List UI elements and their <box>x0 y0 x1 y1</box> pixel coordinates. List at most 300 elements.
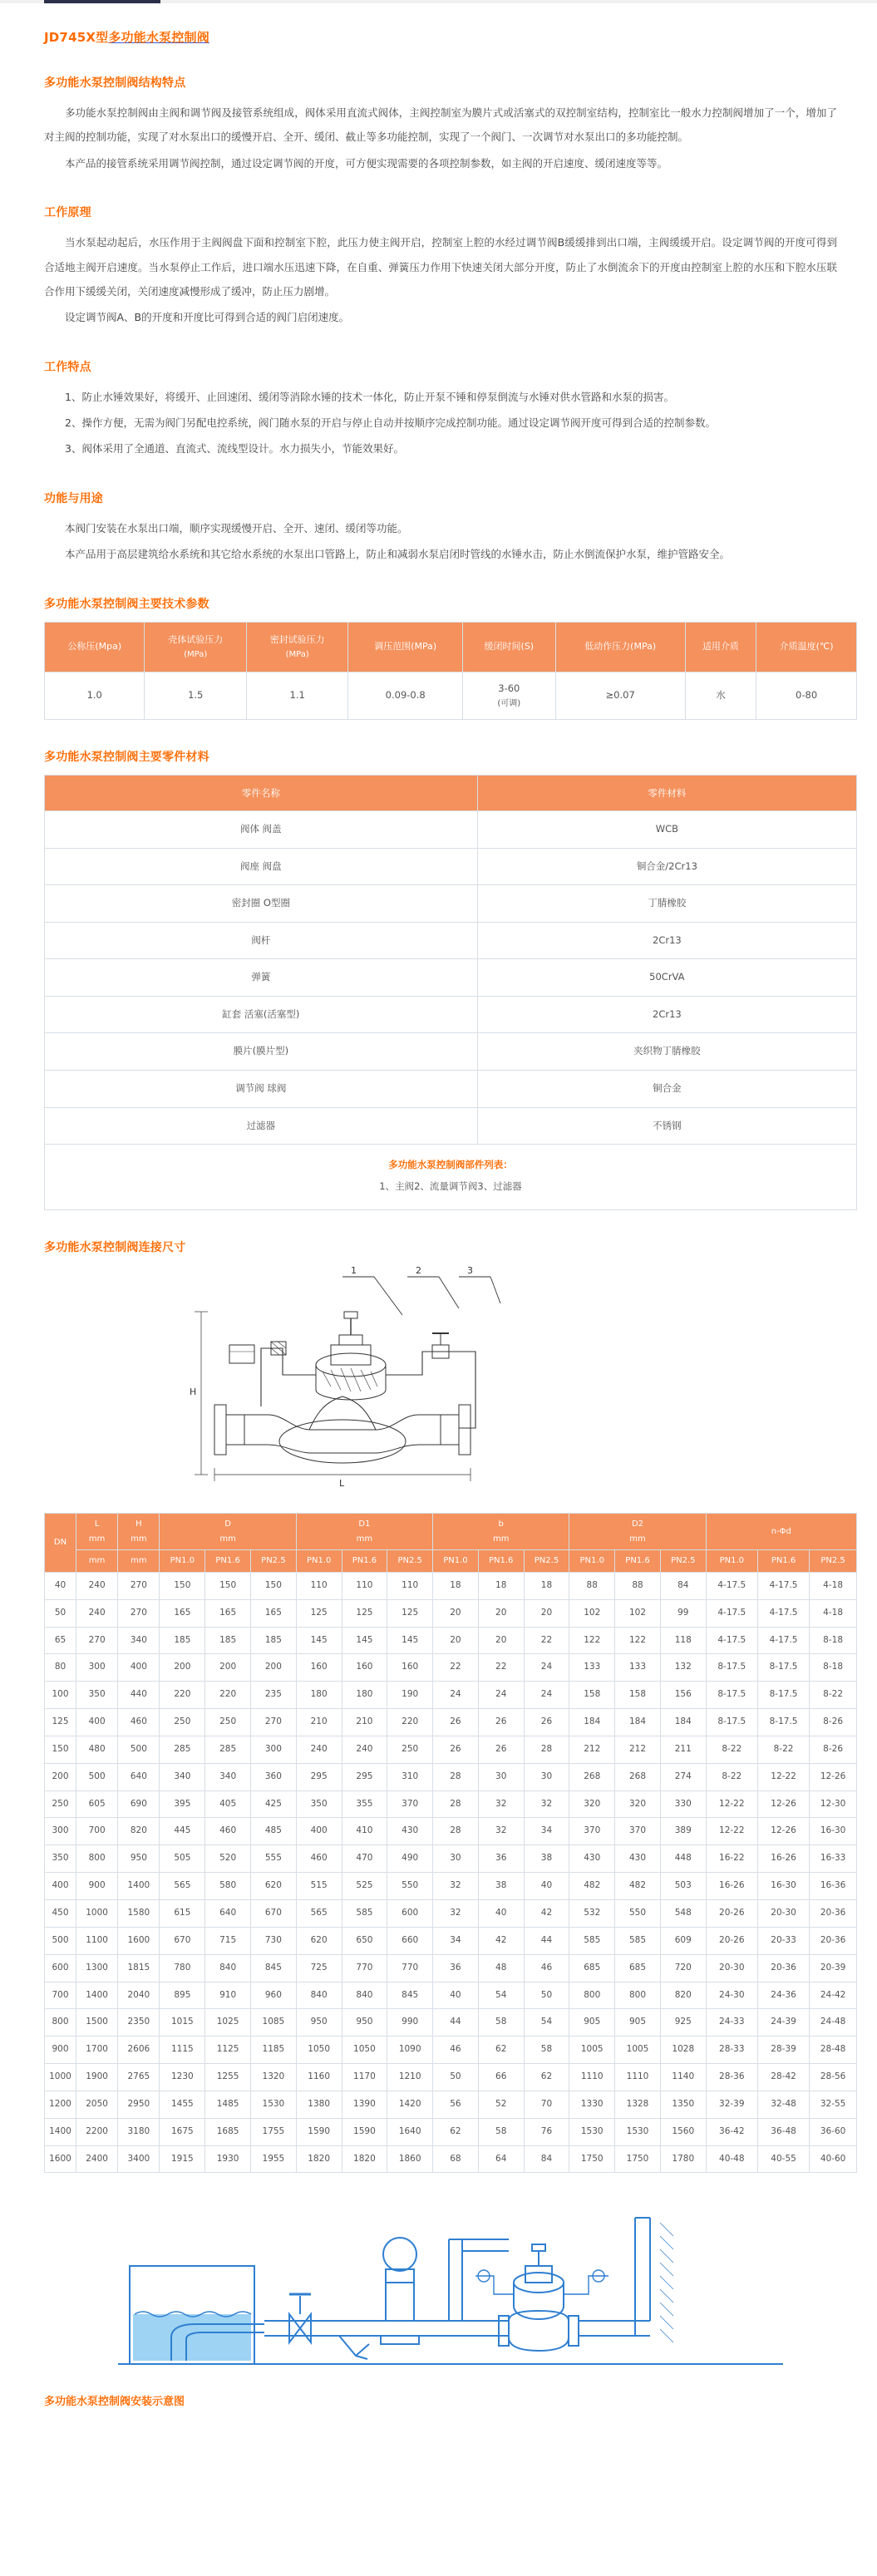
connection-dimensions-table <box>44 1513 857 2173</box>
table-row <box>45 1572 857 1599</box>
dim-cell: 20-30 <box>757 1900 809 1928</box>
dim-sub-header-10: PN2.5 <box>524 1550 569 1573</box>
dim-cell: 1210 <box>387 2064 433 2091</box>
table-row <box>45 2091 857 2118</box>
dim-cell: 28 <box>433 1790 479 1818</box>
params-col-header-3: 调压范围(MPa) <box>348 622 463 672</box>
dim-dn-cell: 900 <box>45 2037 76 2064</box>
table-row <box>45 922 857 959</box>
dim-cell: 4-17.5 <box>757 1627 809 1654</box>
dim-cell: 99 <box>660 1599 706 1627</box>
left-flange <box>214 1405 226 1455</box>
dim-cell: 240 <box>342 1736 387 1763</box>
part-material-cell: 夹织物丁腈橡胶 <box>477 1033 856 1071</box>
part-material-cell: 不锈钢 <box>477 1107 856 1145</box>
dim-cell: 620 <box>251 1873 297 1900</box>
heading-structure: 多功能水泵控制阀结构特点 <box>44 76 186 90</box>
heading-features: 工作特点 <box>44 360 91 374</box>
dim-dn-cell: 125 <box>45 1709 76 1736</box>
dim-cell: 20 <box>478 1627 524 1654</box>
dim-cell: 268 <box>615 1763 661 1790</box>
part-name-cell: 调节阀 球阀 <box>45 1071 478 1108</box>
dim-cell: 40-55 <box>757 2145 809 2173</box>
dim-cell: 150 <box>205 1572 251 1599</box>
dim-cell: 1100 <box>76 1927 118 1954</box>
heading-function: 功能与用途 <box>44 491 103 505</box>
dim-cell: 24-48 <box>810 2009 857 2037</box>
dim-cell: 42 <box>524 1900 569 1928</box>
dim-cell: 185 <box>251 1627 297 1654</box>
top-tab-bar <box>0 0 877 3</box>
dim-cell: 1590 <box>342 2118 387 2145</box>
dim-cell: 4-17.5 <box>706 1599 757 1627</box>
dim-cell: 50 <box>524 1982 569 2009</box>
dim-cell: 690 <box>118 1790 160 1818</box>
dim-dn-cell: 250 <box>45 1790 76 1818</box>
dim-cell: 355 <box>342 1790 387 1818</box>
table-header-row-groups <box>45 1514 857 1550</box>
page-title-link[interactable]: 多功能水泵控制阀 <box>108 30 209 45</box>
dim-cell: 200 <box>160 1654 205 1682</box>
dim-cell: 76 <box>524 2118 569 2145</box>
dim-cell: 1000 <box>76 1900 118 1928</box>
dim-cell: 240 <box>76 1572 118 1599</box>
table-row <box>45 1682 857 1709</box>
table-row <box>45 1709 857 1736</box>
table-header-row-subs <box>45 1550 857 1573</box>
dim-cell: 1330 <box>569 2091 615 2118</box>
dim-dn-cell: 1600 <box>45 2145 76 2173</box>
dim-cell: 4-17.5 <box>757 1599 809 1627</box>
dim-cell: 20-26 <box>706 1900 757 1928</box>
dim-cell: 4-17.5 <box>706 1627 757 1654</box>
dim-cell: 20 <box>433 1627 479 1654</box>
dim-dn-cell: 40 <box>45 1572 76 1599</box>
part-name-cell: 膜片(膜片型) <box>45 1033 478 1071</box>
dim-cell: 212 <box>569 1736 615 1763</box>
dim-cell: 482 <box>569 1873 615 1900</box>
heading-params: 多功能水泵控制阀主要技术参数 <box>44 597 209 611</box>
dim-cell: 12-26 <box>757 1790 809 1818</box>
dim-cell: 295 <box>296 1763 342 1790</box>
dim-cell: 40 <box>433 1982 479 2009</box>
dim-cell: 200 <box>251 1654 297 1682</box>
dim-cell: 350 <box>296 1790 342 1818</box>
dim-cell: 26 <box>478 1709 524 1736</box>
dim-cell: 268 <box>569 1763 615 1790</box>
dim-dn-cell: 150 <box>45 1736 76 1763</box>
table-row <box>45 1845 857 1873</box>
dim-cell: 1115 <box>160 2037 205 2064</box>
dim-cell: 1930 <box>205 2145 251 2173</box>
table-header-row <box>45 776 857 811</box>
water-tank <box>130 2266 254 2364</box>
dim-sub-header-7: PN2.5 <box>387 1550 433 1573</box>
dim-cell: 184 <box>660 1709 706 1736</box>
params-col-header-4: 缓闭时间(S) <box>462 622 555 672</box>
dim-cell: 370 <box>569 1818 615 1845</box>
dim-cell: 520 <box>205 1845 251 1873</box>
dim-cell: 210 <box>296 1709 342 1736</box>
dim-cell: 1185 <box>251 2037 297 2064</box>
params-col-header-2: 密封试验压力 (MPa) <box>246 622 347 672</box>
dim-cell: 38 <box>478 1873 524 1900</box>
table-row <box>45 1900 857 1928</box>
callout-label-1: 1 <box>351 1265 357 1277</box>
dim-cell: 565 <box>160 1873 205 1900</box>
dim-cell: 503 <box>660 1873 706 1900</box>
dim-group-header-DN: DN <box>45 1514 76 1573</box>
dim-cell: 184 <box>569 1709 615 1736</box>
technical-parameters-table <box>44 622 857 721</box>
valve-throat <box>309 1396 376 1430</box>
dim-cell: 565 <box>296 1900 342 1928</box>
params-cell-5: ≥0.07 <box>555 672 685 720</box>
dim-cell: 1955 <box>251 2145 297 2173</box>
params-cell-3: 0.09-0.8 <box>348 672 463 720</box>
table-row <box>45 1873 857 1900</box>
dim-cell: 845 <box>251 1954 297 1982</box>
dim-dn-cell: 200 <box>45 1763 76 1790</box>
dim-cell: 4-17.5 <box>706 1572 757 1599</box>
dim-cell: 184 <box>615 1709 661 1736</box>
dim-cell: 1530 <box>251 2091 297 2118</box>
dim-cell: 145 <box>387 1627 433 1654</box>
dim-cell: 730 <box>251 1927 297 1954</box>
left-neck <box>226 1415 244 1445</box>
principle-paragraph-2: 设定调节阀A、B的开度和开度比可得到合适的阀门启闭速度。 <box>65 311 350 324</box>
dim-cell: 770 <box>387 1954 433 1982</box>
dim-cell: 905 <box>615 2009 661 2037</box>
dim-cell: 28-56 <box>810 2064 857 2091</box>
table-row <box>45 1033 857 1071</box>
dim-cell: 165 <box>205 1599 251 1627</box>
heading-dimensions: 多功能水泵控制阀连接尺寸 <box>44 1241 186 1255</box>
dim-cell: 8-22 <box>706 1736 757 1763</box>
dim-cell: 160 <box>387 1654 433 1682</box>
dim-cell: 585 <box>615 1927 661 1954</box>
dim-cell: 585 <box>342 1900 387 1928</box>
dim-cell: 1820 <box>296 2145 342 2173</box>
dim-cell: 185 <box>160 1627 205 1654</box>
dim-cell: 1050 <box>342 2037 387 2064</box>
dim-cell: 1915 <box>160 2145 205 2173</box>
installation-schematic <box>44 2189 857 2381</box>
outlet-pipe <box>579 2218 650 2336</box>
parts-list-cell <box>45 1145 857 1210</box>
dim-cell: 46 <box>524 1954 569 1982</box>
dim-cell: 609 <box>660 1927 706 1954</box>
dim-cell: 400 <box>76 1709 118 1736</box>
dim-sub-header-6: PN1.6 <box>342 1550 387 1573</box>
dim-cell: 8-17.5 <box>757 1682 809 1709</box>
dim-cell: 54 <box>524 2009 569 2037</box>
dim-cell: 490 <box>387 1845 433 1873</box>
dim-sub-header-8: PN1.0 <box>433 1550 479 1573</box>
dim-cell: 28-36 <box>706 2064 757 2091</box>
dim-cell: 960 <box>251 1982 297 2009</box>
riser-pipe <box>449 2239 509 2321</box>
dim-cell: 52 <box>478 2091 524 2118</box>
dim-cell: 370 <box>615 1818 661 1845</box>
dim-dn-cell: 300 <box>45 1818 76 1845</box>
dim-cell: 8-26 <box>810 1709 857 1736</box>
dim-cell: 46 <box>433 2037 479 2064</box>
dim-cell: 440 <box>118 1682 160 1709</box>
dim-dn-cell: 100 <box>45 1682 76 1709</box>
dim-cell: 88 <box>615 1572 661 1599</box>
table-row <box>45 2064 857 2091</box>
dim-cell: 24 <box>524 1654 569 1682</box>
dim-cell: 110 <box>387 1572 433 1599</box>
dim-cell: 18 <box>433 1572 479 1599</box>
dimension-label-L: L <box>339 1478 345 1490</box>
dim-sub-header-12: PN1.6 <box>615 1550 661 1573</box>
dim-group-header-D1: D1 mm <box>296 1514 432 1550</box>
dim-cell: 32-48 <box>757 2091 809 2118</box>
dim-sub-header-11: PN1.0 <box>569 1550 615 1573</box>
dim-cell: 1005 <box>615 2037 661 2064</box>
dim-cell: 410 <box>342 1818 387 1845</box>
dim-cell: 210 <box>342 1709 387 1736</box>
part-name-cell: 弹簧 <box>45 959 478 997</box>
function-paragraph-1: 本阀门安装在水泵出口端，顺序实现缓慢开启、全开、速闭、缓闭等功能。 <box>65 521 408 534</box>
dim-cell: 26 <box>433 1736 479 1763</box>
dim-cell: 300 <box>251 1736 297 1763</box>
dim-cell: 1350 <box>660 2091 706 2118</box>
dim-group-header-nd: n-Φd <box>706 1514 856 1550</box>
dim-cell: 190 <box>387 1682 433 1709</box>
dim-cell: 1750 <box>615 2145 661 2173</box>
pilot-tube-upper <box>386 1352 452 1375</box>
dim-cell: 800 <box>76 1845 118 1873</box>
dim-dn-cell: 1200 <box>45 2091 76 2118</box>
dim-sub-header-5: PN1.0 <box>296 1550 342 1573</box>
dim-cell: 1420 <box>387 2091 433 2118</box>
dim-cell: 158 <box>569 1682 615 1709</box>
dim-cell: 125 <box>342 1599 387 1627</box>
dim-cell: 1300 <box>76 1954 118 1982</box>
dim-cell: 580 <box>205 1873 251 1900</box>
dim-cell: 18 <box>524 1572 569 1599</box>
dim-group-header-D2: D2 mm <box>569 1514 706 1550</box>
dim-cell: 820 <box>660 1982 706 2009</box>
dim-cell: 1090 <box>387 2037 433 2064</box>
dim-cell: 16-36 <box>810 1873 857 1900</box>
dim-cell: 26 <box>433 1709 479 1736</box>
dim-cell: 840 <box>205 1954 251 1982</box>
dim-cell: 4-18 <box>810 1572 857 1599</box>
dim-dn-cell: 65 <box>45 1627 76 1654</box>
dim-cell: 780 <box>160 1954 205 1982</box>
dim-cell: 800 <box>615 1982 661 2009</box>
dim-cell: 700 <box>76 1818 118 1845</box>
bonnet-body <box>316 1365 386 1400</box>
dim-cell: 42 <box>478 1927 524 1954</box>
dim-cell: 125 <box>296 1599 342 1627</box>
table-row <box>45 1071 857 1108</box>
dim-cell: 28-33 <box>706 2037 757 2064</box>
valve-body-bottom <box>279 1420 406 1463</box>
dim-cell: 58 <box>478 2009 524 2037</box>
dim-cell: 8-22 <box>706 1763 757 1790</box>
dim-cell: 482 <box>615 1873 661 1900</box>
dim-cell: 1400 <box>76 1982 118 2009</box>
heading-materials: 多功能水泵控制阀主要零件材料 <box>44 751 209 765</box>
dim-cell: 532 <box>569 1900 615 1928</box>
stem-nut <box>344 1312 357 1318</box>
part-material-cell: 2Cr13 <box>477 922 856 959</box>
dim-cell: 20 <box>433 1599 479 1627</box>
part-name-cell: 阀座 阀盘 <box>45 848 478 885</box>
dim-cell: 1750 <box>569 2145 615 2173</box>
table-row <box>45 2145 857 2173</box>
dim-cell: 62 <box>524 2064 569 2091</box>
feature-item-1: 1、防止水锤效果好，将缓开、止回速闭、缓闭等消除水锤的技术一体化，防止开泵不锤和停泵倒流与水锤对供水管路和水泵的损害。 <box>65 390 674 403</box>
dim-cell: 20-36 <box>810 1900 857 1928</box>
bonnet-hatching <box>323 1368 377 1391</box>
dim-cell: 950 <box>118 1845 160 1873</box>
dim-cell: 1485 <box>205 2091 251 2118</box>
dim-cell: 8-22 <box>810 1682 857 1709</box>
dim-cell: 1640 <box>387 2118 433 2145</box>
dim-sub-header-9: PN1.6 <box>478 1550 524 1573</box>
dim-cell: 405 <box>205 1790 251 1818</box>
dim-cell: 1230 <box>160 2064 205 2091</box>
dim-cell: 900 <box>76 1873 118 1900</box>
table-row <box>45 1818 857 1845</box>
dim-sub-header-16: PN2.5 <box>810 1550 857 1573</box>
dim-cell: 445 <box>160 1818 205 1845</box>
dim-cell: 270 <box>251 1709 297 1736</box>
dim-cell: 132 <box>660 1654 706 1682</box>
table-row <box>45 2118 857 2145</box>
materials-col-header-0: 零件名称 <box>45 776 478 811</box>
dim-cell: 22 <box>433 1654 479 1682</box>
dim-cell: 58 <box>478 2118 524 2145</box>
dim-cell: 16-30 <box>810 1818 857 1845</box>
dim-cell: 44 <box>433 2009 479 2037</box>
dim-dn-cell: 400 <box>45 1873 76 1900</box>
dim-cell: 8-22 <box>757 1736 809 1763</box>
installation-schematic-svg <box>118 2189 783 2381</box>
dim-cell: 460 <box>205 1818 251 1845</box>
dim-cell: 62 <box>478 2037 524 2064</box>
dim-cell: 4-17.5 <box>757 1572 809 1599</box>
active-tab-indicator[interactable] <box>44 0 160 3</box>
params-cell-6: 水 <box>685 672 756 720</box>
dim-cell: 36 <box>433 1954 479 1982</box>
dim-cell: 36-60 <box>810 2118 857 2145</box>
dim-cell: 160 <box>296 1654 342 1682</box>
dim-cell: 64 <box>478 2145 524 2173</box>
part-name-cell: 密封圈 O型圈 <box>45 885 478 923</box>
dim-cell: 340 <box>160 1763 205 1790</box>
dim-cell: 905 <box>569 2009 615 2037</box>
dim-cell: 950 <box>296 2009 342 2037</box>
dim-cell: 505 <box>160 1845 205 1873</box>
bonnet-cap <box>331 1345 371 1365</box>
page-title-prefix: JD745X型 <box>44 30 109 45</box>
dim-cell: 2200 <box>76 2118 118 2145</box>
dim-cell: 36 <box>478 1845 524 1873</box>
dim-cell: 650 <box>342 1927 387 1954</box>
dimension-label-H: H <box>190 1387 197 1398</box>
dim-dn-cell: 700 <box>45 1982 76 2009</box>
dim-cell: 62 <box>433 2118 479 2145</box>
part-name-cell: 缸套 活塞(活塞型) <box>45 996 478 1033</box>
dim-cell: 1140 <box>660 2064 706 2091</box>
pilot-tube-right <box>452 1352 475 1390</box>
dim-cell: 12-22 <box>706 1790 757 1818</box>
part-name-cell: 过滤器 <box>45 1107 478 1145</box>
part-material-cell: 丁腈橡胶 <box>477 885 856 923</box>
table-row <box>45 1627 857 1654</box>
dim-cell: 220 <box>387 1709 433 1736</box>
dim-cell: 360 <box>251 1763 297 1790</box>
part-material-cell: 50CrVA <box>477 959 856 997</box>
dim-cell: 133 <box>615 1654 661 1682</box>
dim-cell: 24 <box>433 1682 479 1709</box>
dim-cell: 24 <box>524 1682 569 1709</box>
dim-cell: 8-17.5 <box>706 1709 757 1736</box>
table-row <box>45 848 857 885</box>
dim-cell: 950 <box>342 2009 387 2037</box>
dim-cell: 8-18 <box>810 1654 857 1682</box>
dim-dn-cell: 350 <box>45 1845 76 1873</box>
riser-hatching <box>660 2223 673 2342</box>
dim-cell: 685 <box>569 1954 615 1982</box>
dim-cell: 16-26 <box>706 1873 757 1900</box>
dim-cell: 1780 <box>660 2145 706 2173</box>
bottom-caption: 多功能水泵控制阀安装示意图 <box>44 2396 185 2409</box>
dim-cell: 1500 <box>76 2009 118 2037</box>
params-col-header-1: 壳体试验压力 (MPa) <box>145 622 246 672</box>
part-material-cell: 铜合金/2Cr13 <box>477 848 856 885</box>
dim-sub-header-3: PN1.6 <box>205 1550 251 1573</box>
dim-cell: 295 <box>342 1763 387 1790</box>
dim-cell: 220 <box>205 1682 251 1709</box>
dim-sub-header-1: mm <box>118 1550 160 1573</box>
dim-cell: 430 <box>569 1845 615 1873</box>
dim-cell: 102 <box>569 1599 615 1627</box>
table-row <box>45 996 857 1033</box>
dim-cell: 54 <box>478 1982 524 2009</box>
dim-cell: 88 <box>569 1572 615 1599</box>
feature-item-2: 2、操作方便，无需为阀门另配电控系统，阀门随水泵的开启与停止自动并按顺序完成控制功能。通过设定调节阀开度可得到合适的控制参数。 <box>65 416 716 429</box>
dim-cell: 28-42 <box>757 2064 809 2091</box>
dim-dn-cell: 800 <box>45 2009 76 2037</box>
dim-cell: 1320 <box>251 2064 297 2091</box>
params-cell-4: 3-60 (可调) <box>462 672 555 720</box>
dim-cell: 1580 <box>118 1900 160 1928</box>
valve-body <box>244 1415 441 1453</box>
dim-cell: 8-17.5 <box>757 1709 809 1736</box>
params-col-header-5: 低动作压力(MPa) <box>555 622 685 672</box>
dim-cell: 1110 <box>615 2064 661 2091</box>
dim-cell: 1328 <box>615 2091 661 2118</box>
dim-cell: 285 <box>160 1736 205 1763</box>
params-col-header-0: 公称压(Mpa) <box>45 622 145 672</box>
dim-cell: 500 <box>76 1763 118 1790</box>
dim-cell: 1455 <box>160 2091 205 2118</box>
dim-cell: 460 <box>118 1709 160 1736</box>
dim-cell: 212 <box>615 1736 661 1763</box>
dim-cell: 70 <box>524 2091 569 2118</box>
dim-cell: 1590 <box>296 2118 342 2145</box>
dim-cell: 24-39 <box>757 2009 809 2037</box>
dim-cell: 110 <box>296 1572 342 1599</box>
